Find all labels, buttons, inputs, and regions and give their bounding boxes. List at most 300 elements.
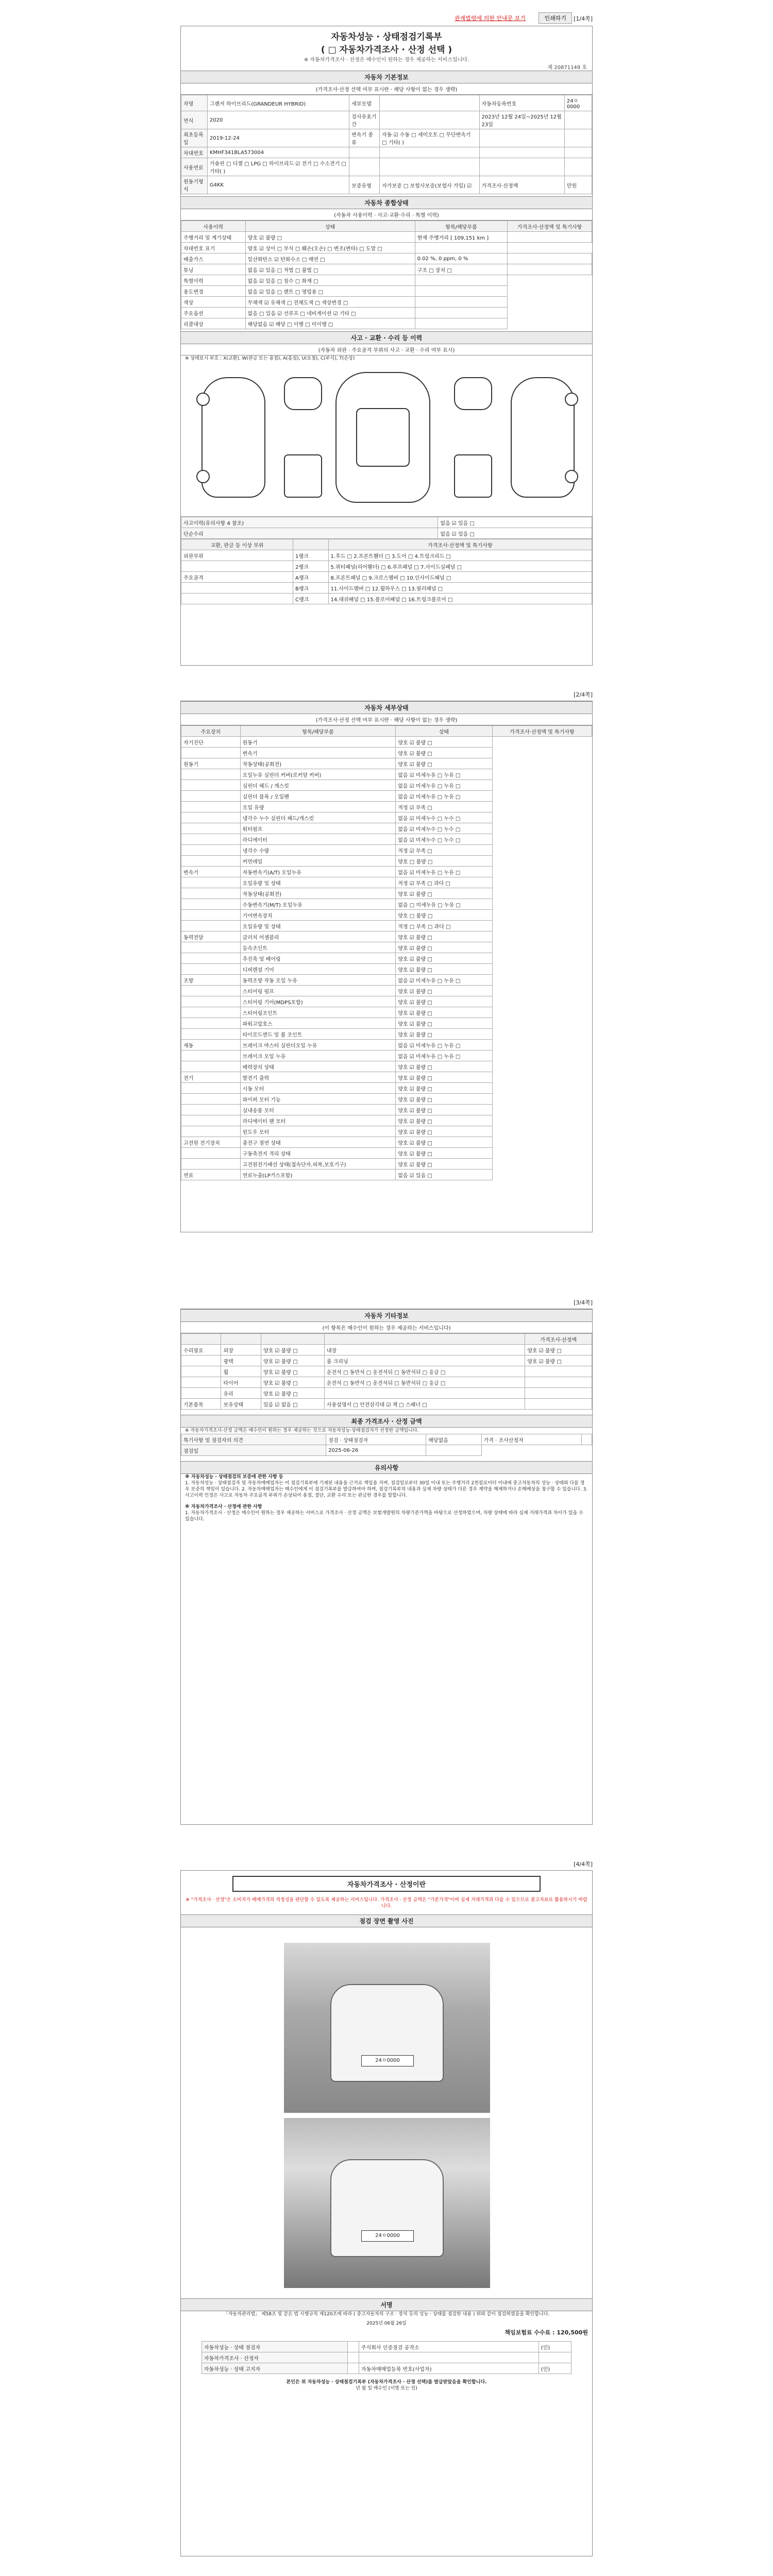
- detail-status-cell: 양호 ☑ 불량 □: [396, 1137, 493, 1148]
- detail-status-row: [181, 758, 592, 769]
- detail-status-cell: 스티어링조인트: [240, 1007, 396, 1018]
- damage-rank-cell: 가격조사·산정액 및 특기사항: [328, 539, 592, 550]
- detail-status-cell: 없음 ☑ 미세누수 □ 누수 □: [396, 834, 493, 845]
- overall-status-cell: 가격조사·산정액 및 특기사항: [508, 221, 592, 232]
- signer-cell: 자동차성능 · 상태 고지자: [201, 2363, 347, 2374]
- other-info-cell: [181, 1366, 221, 1377]
- overall-status-cell: [508, 264, 592, 275]
- wheel-icon: [196, 470, 210, 483]
- basic-info-cell: [564, 129, 592, 147]
- detail-status-cell: 양호 ☑ 불량 □: [396, 1105, 493, 1115]
- basic-info-row: [181, 111, 592, 129]
- other-info-cell: [181, 1377, 221, 1388]
- detail-status-row: [181, 791, 592, 802]
- detail-status-cell: 스티어링 기어(MDPS포함): [240, 996, 396, 1007]
- other-info-cell: 양호 ☑ 불량 □: [525, 1345, 592, 1355]
- detail-status-cell: 자기진단: [181, 737, 241, 748]
- accident-summary-cell: 없음 ☑ 있음 □: [438, 528, 592, 539]
- detail-status-cell: [181, 769, 241, 780]
- basic-info-row: [181, 176, 592, 194]
- overall-status-row: [181, 297, 592, 308]
- detail-status-cell: 오일 유량: [240, 802, 396, 812]
- detail-status-cell: [181, 910, 241, 921]
- overall-status-cell: [415, 275, 508, 286]
- detail-status-row: [181, 1040, 592, 1050]
- overall-status-cell: 항목/해당부품: [415, 221, 508, 232]
- other-info-cell: [221, 1334, 261, 1345]
- overall-status-cell: 없음 ☑ 있음 □ 렌트 □ 영업용 □: [245, 286, 415, 297]
- caution-text-2: 1. 자동차가격조사 · 산정은 매수인이 원하는 경우 제공하는 서비스로 가격조사 · 산정 금액은 보험개발원의 차량기준가액을 바탕으로 산정하였으며, 차량 상태에 따라 실제 거래가격과 차이가 있을 수 있습니다.: [185, 1511, 583, 1522]
- section-detail-note: (가격조사·산정 선택 여부 표시란 · 해당 사항이 없는 경우 생략): [181, 714, 592, 725]
- other-info-section: [180, 1309, 593, 1825]
- other-info-cell: 수리필요: [181, 1345, 221, 1355]
- section-basic-note: (가격조사·산정 선택 여부 표시란 · 해당 사항이 없는 경우 생략): [181, 83, 592, 95]
- detail-status-cell: [181, 888, 241, 899]
- wheel-icon: [196, 393, 210, 406]
- other-info-row: [181, 1355, 592, 1366]
- page-number: [2/4쪽]: [574, 691, 593, 698]
- basic-info-cell: KMHF341BLA573004: [207, 147, 349, 158]
- detail-status-cell: [181, 877, 241, 888]
- overall-status-row: [181, 318, 592, 329]
- other-info-cell: 운전석 □ 동반석 □ 운전석뒤 □ 동반석뒤 □ 응급 □: [324, 1377, 525, 1388]
- detail-status-cell: 작동상태(공회전): [240, 758, 396, 769]
- damage-rank-cell: [181, 594, 293, 604]
- detail-status-row: [181, 1018, 592, 1029]
- detail-status-cell: 연료누출(LP가스포함): [240, 1170, 396, 1180]
- other-info-row: [181, 1334, 592, 1345]
- detail-status-cell: 적정 ☑ 부족 □: [396, 802, 493, 812]
- detail-status-cell: 없음 ☑ 미세누수 □ 누수 □: [396, 812, 493, 823]
- overall-status-cell: 무채색 ☑ 유채색 □ 전체도색 □ 색상변경 □: [245, 297, 415, 308]
- checker-cell: 점검일: [181, 1445, 326, 1456]
- basic-info-cell: 변속기 종류: [349, 129, 380, 147]
- other-info-cell: 룸 크리닝: [324, 1355, 525, 1366]
- detail-status-cell: 없음 □ 미세누유 □ 누유 □: [396, 899, 493, 910]
- signer-cell: [348, 2352, 359, 2363]
- law-notice-link[interactable]: 관계법령에 의한 안내문 보기: [454, 15, 526, 22]
- checker-cell: [581, 1434, 592, 1445]
- detail-status-row: [181, 975, 592, 986]
- fee-label: 책임보험료 수수료 :: [505, 2329, 555, 2336]
- detail-status-cell: 양호 ☑ 불량 □: [396, 953, 493, 964]
- other-info-cell: [525, 1366, 592, 1377]
- other-info-cell: [324, 1388, 525, 1399]
- overall-status-cell: 특별이력: [181, 275, 246, 286]
- overall-status-cell: [415, 308, 508, 318]
- car-rear-view: [454, 377, 492, 410]
- status-marks-legend: ※ 상태표시 부호 : X(교환), W(판금 또는 용접), A(흠집), U(요철), C(부식), T(손상): [185, 356, 355, 361]
- detail-status-cell: 냉각수 수량: [240, 845, 396, 856]
- detail-status-cell: 양호 ☑ 불량 □: [396, 1083, 493, 1094]
- accident-summary-cell: 단순수리: [181, 528, 438, 539]
- detail-status-cell: 타이로드엔드 및 볼 조인트: [240, 1029, 396, 1040]
- page-number: [1/4쪽]: [574, 15, 593, 22]
- basic-info-cell: [564, 147, 592, 158]
- detail-status-cell: 양호 ☑ 불량 □: [396, 1148, 493, 1159]
- other-info-cell: 휠: [221, 1366, 261, 1377]
- overall-status-row: [181, 286, 592, 297]
- basic-info-cell: 2019-12-24: [207, 129, 349, 147]
- detail-status-cell: 파워고압호스: [240, 1018, 396, 1029]
- checker-cell: 2025-06-26: [326, 1445, 426, 1456]
- basic-info-cell: [564, 111, 592, 129]
- detail-status-row: [181, 867, 592, 877]
- other-info-cell: 양호 ☑ 불량 □: [261, 1355, 324, 1366]
- receipt-sign-line: 년 월 일 매수인 (서명 또는 인): [356, 2386, 417, 2391]
- basic-info-cell: 세부모델: [349, 95, 380, 111]
- basic-info-cell: [349, 147, 380, 158]
- overall-status-row: [181, 221, 592, 232]
- other-info-cell: [261, 1334, 324, 1345]
- overall-status-cell: [508, 253, 592, 264]
- detail-status-cell: 커먼레일: [240, 856, 396, 867]
- damage-rank-cell: 외판부위: [181, 550, 293, 561]
- detail-status-cell: [181, 845, 241, 856]
- overall-status-row: [181, 243, 592, 253]
- car-side-right: [511, 377, 575, 498]
- detail-status-cell: 양호 ☑ 불량 □: [396, 996, 493, 1007]
- page-1: [180, 10, 593, 680]
- detail-status-cell: [181, 1115, 241, 1126]
- signer-row: [201, 2363, 571, 2374]
- detail-status-cell: 제동: [181, 1040, 241, 1050]
- detail-status-cell: [181, 1159, 241, 1170]
- detail-status-cell: [181, 1105, 241, 1115]
- basic-info-cell: 원동기형식: [181, 176, 208, 194]
- document-title: 자동차성능 · 상태점검기록부: [331, 32, 442, 42]
- detail-status-cell: [181, 1094, 241, 1105]
- basic-info-cell: 24ㅇ0000: [564, 95, 592, 111]
- document-note: ※ 자동차가격조사 · 산정은 매수인이 원하는 경우 제공하는 서비스입니다.: [304, 57, 469, 63]
- signature-statement: 「자동차관리법」 제58조 및 같은 법 시행규칙 제120조에 따라 ( 중고자동차의 구조 · 장치 등의 성능 · 상태를 점검한 내용 ) 위와 같이 점검하였음을 확인합니다.: [223, 2312, 550, 2317]
- damage-rank-cell: 11.사이드멤버 □ 12.휠하우스 □ 13.필러패널 □: [328, 583, 592, 594]
- other-info-cell: [181, 1388, 221, 1399]
- basic-info-row: [181, 147, 592, 158]
- basic-info-row: [181, 158, 592, 176]
- signer-cell: 자동차성능 · 상태 점검자: [201, 2342, 347, 2352]
- detail-status-row: [181, 856, 592, 867]
- checker-cell: 가격 · 조사산정자: [481, 1434, 581, 1445]
- damage-rank-cell: [181, 583, 293, 594]
- detail-status-cell: [181, 1083, 241, 1094]
- other-info-cell: 내장: [324, 1345, 525, 1355]
- detail-status-cell: 윈도우 모터: [240, 1126, 396, 1137]
- basic-info-cell: 2023년 12월 24일~2025년 12월 23일: [479, 111, 564, 129]
- detail-status-row: [181, 964, 592, 975]
- detail-status-cell: 상태: [396, 726, 493, 737]
- license-plate: 24ㅇ0000: [361, 2055, 414, 2066]
- detail-status-cell: [181, 986, 241, 996]
- basic-info-cell: 자가보증 □ 보험사보증(보험사 가입) ☑: [380, 176, 479, 194]
- detail-status-cell: 원동기: [240, 737, 396, 748]
- section-overall-note: (자동차 사용이력 · 사고·교환·수리 · 특별 이력): [181, 209, 592, 221]
- other-info-cell: 양호 ☑ 불량 □: [261, 1388, 324, 1399]
- other-info-cell: 기본품목: [181, 1399, 221, 1410]
- detail-status-cell: 없음 ☑ 미세누유 □ 누유 □: [396, 780, 493, 791]
- detail-status-cell: 추진축 및 베어링: [240, 953, 396, 964]
- damage-rank-table: [181, 539, 592, 604]
- detail-status-cell: 양호 ☑ 불량 □: [396, 1007, 493, 1018]
- basic-info-cell: 만원: [564, 176, 592, 194]
- damage-rank-cell: 2랭크: [293, 561, 329, 572]
- detail-status-cell: 실린더 블록 / 오일팬: [240, 791, 396, 802]
- detail-status-cell: [181, 1061, 241, 1072]
- detail-status-cell: 구동축전지 격리 상태: [240, 1148, 396, 1159]
- detail-status-cell: 원동기: [181, 758, 241, 769]
- detail-status-cell: [181, 748, 241, 758]
- caution-text-1: 1. 자동차성능 · 상태점검자 및 자동차매매업자는 이 점검기록부에 기재된 내용을 근거로 책임을 지며, 점검일로부터 30일 이내 또는 주행거리 2천킬로미터 이내에 중고자동차의 성능 · 상태와 다를 경우 보증의 책임이 있습니다. 2. 자동차매매업자는 매수인에게 이 점검기록부를 발급하여야 하며, 점검기록부의 내용과 실제 차량 상태가 다른 경우 계약을 해제하거나 손해배상을 청구할 수 있습니다. 3. 사고이력 인정은 사고로 자동차 주요골격 부위가 손상되어 용접, 절단, 교환 수리 또는 판금한 경우를 말합니다.: [185, 1481, 588, 1498]
- overall-status-cell: 튜닝: [181, 264, 246, 275]
- wheel-icon: [565, 393, 578, 406]
- detail-status-cell: 없음 ☑ 미세누유 □ 누유 □: [396, 769, 493, 780]
- license-plate: 24ㅇ0000: [361, 2230, 414, 2242]
- detail-status-cell: 작동상태(공회전): [240, 888, 396, 899]
- damage-rank-cell: B랭크: [293, 583, 329, 594]
- detail-status-row: [181, 953, 592, 964]
- damage-rank-cell: 14.대쉬패널 □ 15.플로어패널 □ 16.트렁크플로어 □: [328, 594, 592, 604]
- signer-table: [201, 2341, 572, 2374]
- damage-rank-cell: 1.후드 □ 2.프론트휀더 □ 3.도어 □ 4.트렁크리드 □: [328, 550, 592, 561]
- damage-rank-cell: [181, 561, 293, 572]
- section-final-price: 최종 가격조사 · 산정 금액: [181, 1415, 592, 1428]
- car-roof: [356, 408, 410, 467]
- detail-status-cell: 양호 ☑ 불량 □: [396, 1072, 493, 1083]
- detail-status-cell: 냉각수 누수 실린더 헤드/개스킷: [240, 812, 396, 823]
- detail-status-cell: 없음 ☑ 미세누수 □ 누수 □: [396, 823, 493, 834]
- print-button[interactable]: 인쇄하기: [539, 12, 572, 24]
- detail-status-cell: [181, 996, 241, 1007]
- other-info-cell: 양호 ☑ 불량 □: [525, 1355, 592, 1366]
- detail-status-row: [181, 802, 592, 812]
- accident-summary-table: [181, 517, 592, 539]
- detail-status-row: [181, 888, 592, 899]
- damage-rank-row: [181, 594, 592, 604]
- section-overall-status: 자동차 종합상태: [181, 196, 592, 209]
- car-front-view: [284, 377, 322, 410]
- detail-status-cell: 시동 모터: [240, 1083, 396, 1094]
- accident-summary-row: [181, 528, 592, 539]
- detail-status-cell: [181, 823, 241, 834]
- section-accident-note: (자동차 외판 · 주요골격 부위의 사고 · 교환 · 수리 여부 표시): [181, 344, 592, 355]
- detail-status-cell: 양호 ☑ 불량 □: [396, 1018, 493, 1029]
- damage-rank-row: [181, 539, 592, 550]
- detail-status-cell: [181, 856, 241, 867]
- wheel-icon: [565, 470, 578, 483]
- detail-status-cell: 자동변속기(A/T) 오일누유: [240, 867, 396, 877]
- basic-info-cell: 사용연료: [181, 158, 208, 176]
- overall-status-cell: 주행거리 및 계기상태: [181, 232, 246, 243]
- basic-info-cell: [380, 147, 479, 158]
- overall-status-cell: 리콜대상: [181, 318, 246, 329]
- detail-status-cell: [181, 1018, 241, 1029]
- detail-status-row: [181, 1159, 592, 1170]
- detail-status-cell: 오일유량 및 상태: [240, 921, 396, 931]
- section-accident-history: 사고 · 교환 · 수리 등 이력: [181, 331, 592, 344]
- overall-status-row: [181, 275, 592, 286]
- overall-status-cell: 해당없음 ☑ 해당 □ 이행 □ 미이행 □: [245, 318, 415, 329]
- other-info-cell: [525, 1377, 592, 1388]
- detail-status-cell: 양호 ☑ 불량 □: [396, 986, 493, 996]
- damage-rank-cell: 주요골격: [181, 572, 293, 583]
- detail-status-row: [181, 996, 592, 1007]
- photo-sign-section: [180, 1870, 593, 2556]
- overall-status-cell: 용도변경: [181, 286, 246, 297]
- detail-status-cell: 오일유량 및 상태: [240, 877, 396, 888]
- detail-status-table: [181, 725, 592, 1180]
- overall-status-cell: [415, 243, 508, 253]
- detail-status-row: [181, 942, 592, 953]
- overall-status-table: [181, 221, 592, 329]
- other-info-cell: 사용설명서 □ 안전삼각대 ☑ 잭 □ 스패너 □: [324, 1399, 525, 1410]
- detail-status-row: [181, 931, 592, 942]
- damage-rank-cell: 8.프론트패널 □ 9.크로스멤버 □ 10.인사이드패널 □: [328, 572, 592, 583]
- price-notice-title: 자동차가격조사 · 산정이란: [232, 1876, 541, 1892]
- overall-status-cell: 상태: [245, 221, 415, 232]
- other-info-row: [181, 1366, 592, 1377]
- overall-status-cell: 차대번호 표기: [181, 243, 246, 253]
- detail-status-row: [181, 986, 592, 996]
- inspection-record: [180, 26, 593, 666]
- detail-status-row: [181, 812, 592, 823]
- basic-info-cell: [380, 95, 479, 111]
- basic-info-row: [181, 129, 592, 147]
- detail-status-row: [181, 877, 592, 888]
- other-info-cell: [181, 1355, 221, 1366]
- other-info-cell: 보유상태: [221, 1399, 261, 1410]
- detail-status-cell: 양호 ☑ 불량 □: [396, 1115, 493, 1126]
- detail-status-row: [181, 834, 592, 845]
- detail-status-cell: 적정 ☑ 부족 □: [396, 845, 493, 856]
- detail-status-cell: 오일누유 실린더 커버(로커암 커버): [240, 769, 396, 780]
- basic-info-cell: G4KK: [207, 176, 349, 194]
- signer-cell: [359, 2352, 539, 2363]
- damage-rank-cell: [293, 539, 329, 550]
- other-info-cell: [324, 1334, 525, 1345]
- detail-status-cell: 양호 ☑ 불량 □: [396, 1126, 493, 1137]
- checker-cell: 특기사항 및 점검자의 의견: [181, 1434, 326, 1445]
- detail-status-cell: 수동변속기(M/T) 오일누유: [240, 899, 396, 910]
- detail-status-cell: [181, 942, 241, 953]
- detail-status-cell: 동력전달: [181, 931, 241, 942]
- accident-summary-cell: 사고이력(유의사항 4 참조): [181, 517, 438, 528]
- detail-status-cell: 고전원전기배선 상태(접속단자,피복,보호기구): [240, 1159, 396, 1170]
- signer-cell: [348, 2342, 359, 2352]
- overall-status-cell: [508, 232, 592, 243]
- detail-status-cell: [181, 1050, 241, 1061]
- accident-summary-row: [181, 517, 592, 528]
- signer-cell: 자동차매매업등록 번호(사업자): [359, 2363, 539, 2374]
- detail-status-cell: 양호 ☑ 불량 □: [396, 1061, 493, 1072]
- detail-status-cell: 양호 ☑ 불량 □: [396, 931, 493, 942]
- receipt-statement: 본인은 위 자동차성능 · 상태점검기록부 (자동차가격조사 · 산정 선택)를 발급받았음을 확인합니다.: [286, 2380, 487, 2385]
- detail-status-row: [181, 823, 592, 834]
- detail-status-cell: 없음 ☑ 미세누유 □ 누유 □: [396, 791, 493, 802]
- section-other-note: (이 항목은 매수인이 원하는 경우 제공하는 서비스입니다): [181, 1322, 592, 1333]
- other-info-cell: 있음 ☑ 없음 □: [261, 1399, 324, 1410]
- basic-info-cell: 최초등록일: [181, 129, 208, 147]
- detail-status-row: [181, 1072, 592, 1083]
- page-2: [180, 690, 593, 1242]
- overall-status-cell: [415, 286, 508, 297]
- car-side-left: [201, 377, 265, 498]
- car-rear-image: [330, 2159, 444, 2257]
- detail-status-cell: 전기: [181, 1072, 241, 1083]
- fee-value: 120,500원: [557, 2329, 588, 2336]
- detail-status-cell: 양호 ☑ 불량 □: [396, 758, 493, 769]
- section-detail-status: 자동차 세부상태: [181, 701, 592, 714]
- detail-status-row: [181, 921, 592, 931]
- document-number: 제 20871149 호: [547, 65, 587, 71]
- detail-status-cell: 없음 ☑ 미세누유 □ 누유 □: [396, 1040, 493, 1050]
- final-price-note: ※ 자동차가격조사·산정 금액은 매수인이 원하는 경우 제공하는 것으로 자동차성능·상태점검자가 산정한 금액입니다.: [185, 1428, 419, 1433]
- detail-status-cell: [181, 802, 241, 812]
- basic-info-cell: 차대번호: [181, 147, 208, 158]
- detail-status-row: [181, 899, 592, 910]
- detail-status-row: [181, 1126, 592, 1137]
- detail-status-cell: [181, 1126, 241, 1137]
- basic-info-cell: 차명: [181, 95, 208, 111]
- signer-cell: [348, 2363, 359, 2374]
- basic-info-cell: [479, 129, 564, 147]
- detail-status-cell: 가격조사·산정액 및 특기사항: [492, 726, 592, 737]
- detail-status-cell: 양호 □ 불량 □: [396, 910, 493, 921]
- section-other-info: 자동차 기타정보: [181, 1309, 592, 1322]
- page-4: [180, 1860, 593, 2566]
- detail-status-cell: 없음 ☑ 미세누유 □ 누유 □: [396, 975, 493, 986]
- other-info-row: [181, 1399, 592, 1410]
- detail-status-cell: 양호 ☑ 불량 □: [396, 888, 493, 899]
- signer-cell: [539, 2352, 571, 2363]
- detail-status-cell: 충전구 절연 상태: [240, 1137, 396, 1148]
- detail-status-row: [181, 748, 592, 758]
- checker-cell: 점검 · 상태점검자: [326, 1434, 426, 1445]
- signer-cell: 주식회사 인증점검 공작소: [359, 2342, 539, 2352]
- overall-status-cell: 색상: [181, 297, 246, 308]
- detail-status-section: [180, 701, 593, 1232]
- detail-status-cell: 양호 ☑ 불량 □: [396, 1029, 493, 1040]
- basic-info-row: [181, 95, 592, 111]
- detail-status-cell: [181, 899, 241, 910]
- damage-rank-cell: 1랭크: [293, 550, 329, 561]
- basic-info-cell: 가격조사·산정액: [479, 176, 564, 194]
- detail-status-row: [181, 1007, 592, 1018]
- basic-info-cell: 자동 ☑ 수동 □ 세미오토 □ 무단변속기 □ 기타( ): [380, 129, 479, 147]
- basic-info-cell: [479, 147, 564, 158]
- overall-status-row: [181, 308, 592, 318]
- detail-status-cell: 브레이크 마스터 실린더오일 누유: [240, 1040, 396, 1050]
- section-photos: 점검 장면 촬영 사진: [181, 1914, 592, 1927]
- detail-status-row: [181, 726, 592, 737]
- detail-status-cell: 양호 □ 불량 □: [396, 856, 493, 867]
- overall-status-cell: 양호 ☑ 불량 □: [245, 232, 415, 243]
- damage-rank-cell: A랭크: [293, 572, 329, 583]
- section-signature: 서명: [181, 2298, 592, 2311]
- signature-date: 2025년 06월 26일: [366, 2321, 407, 2326]
- detail-status-row: [181, 845, 592, 856]
- checker-row: [181, 1434, 592, 1445]
- detail-status-cell: [181, 953, 241, 964]
- page-number: [4/4쪽]: [574, 1861, 593, 1868]
- overall-status-row: [181, 264, 592, 275]
- signer-row: [201, 2352, 571, 2363]
- other-info-cell: 양호 ☑ 불량 □: [261, 1377, 324, 1388]
- detail-status-row: [181, 1061, 592, 1072]
- other-info-cell: 양호 ☑ 불량 □: [261, 1366, 324, 1377]
- detail-status-cell: [181, 921, 241, 931]
- signer-cell: 자동차가격조사 · 산정자: [201, 2352, 347, 2363]
- detail-status-row: [181, 1115, 592, 1126]
